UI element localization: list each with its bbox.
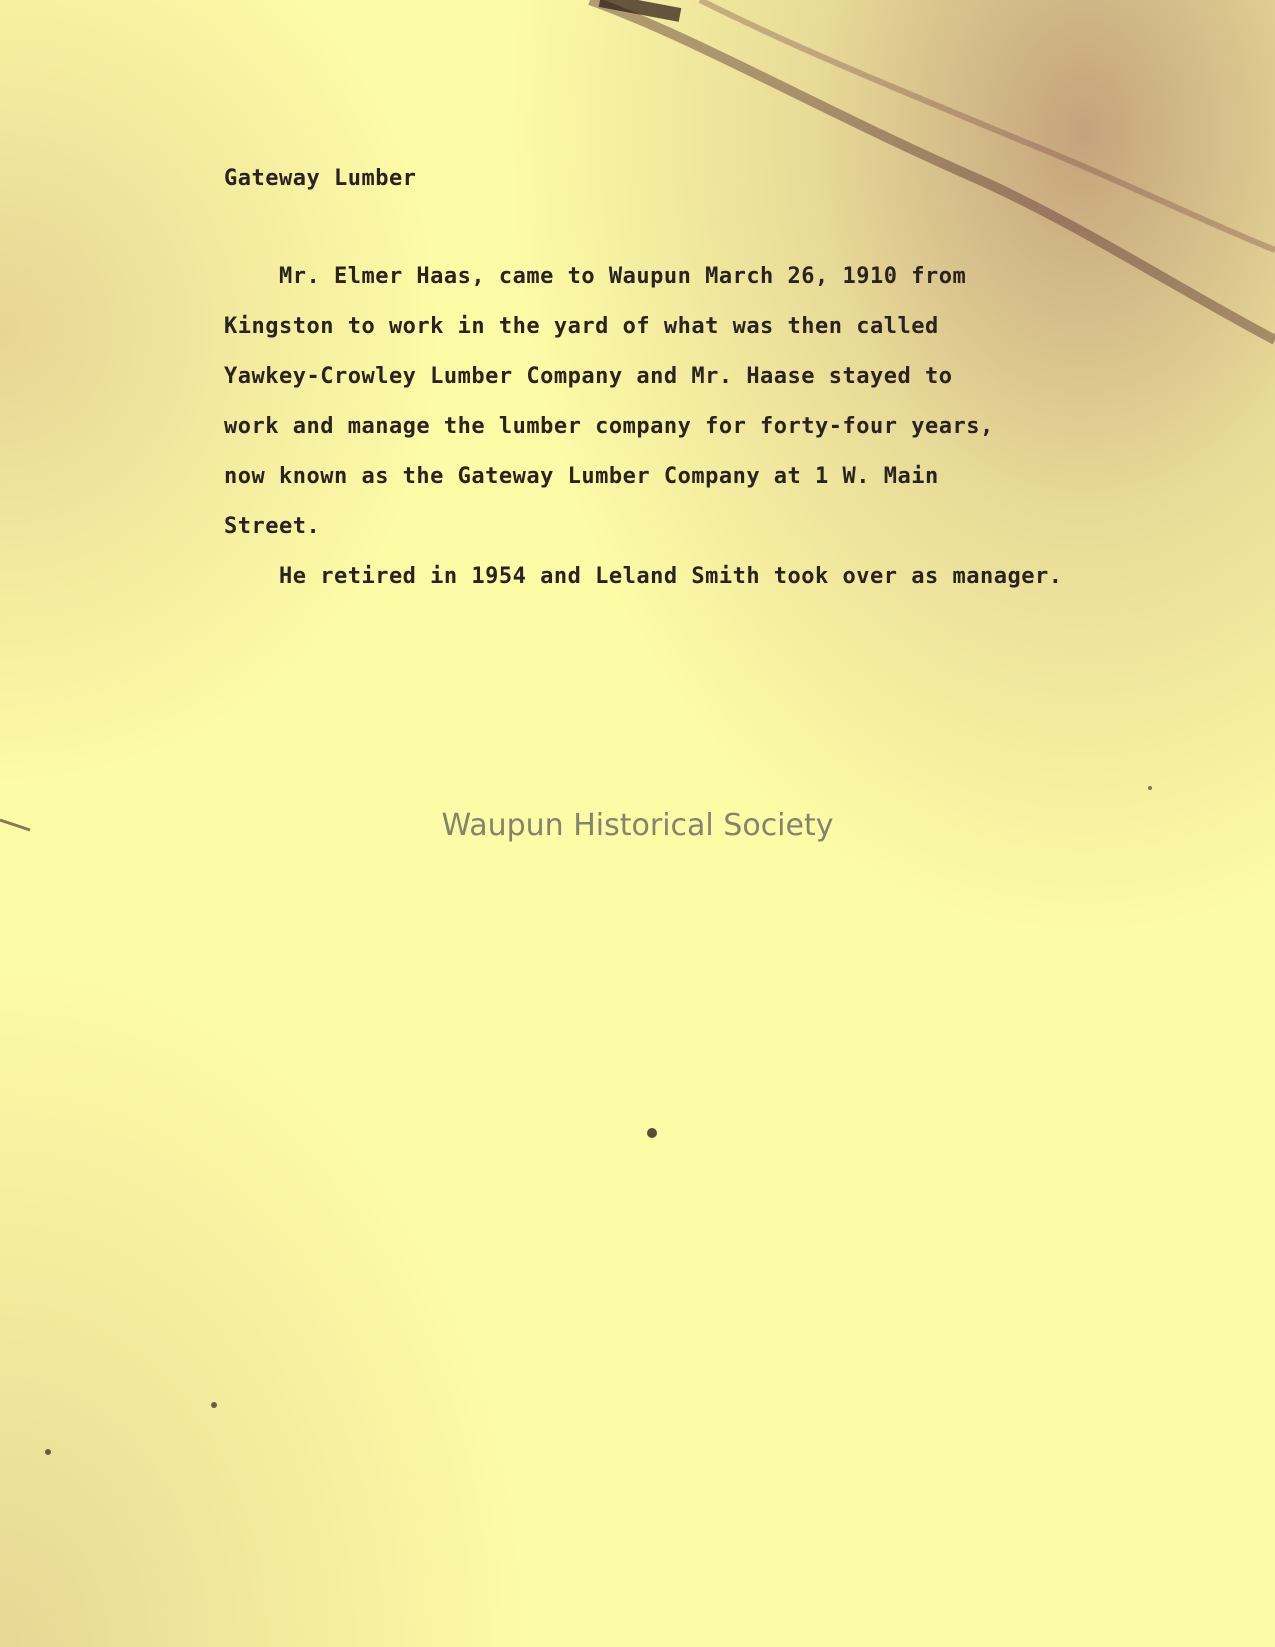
document-title: Gateway Lumber [224,166,417,191]
watermark: Waupun Historical Society [441,808,834,843]
body-line-4: work and manage the lumber company for forty-four years, [224,414,994,439]
body-line-6: Street. [224,514,321,539]
body-line-2: Kingston to work in the yard of what was then called [224,314,939,339]
body-line-3: Yawkey-Crowley Lumber Company and Mr. Haase stayed to [224,364,953,389]
body-line-7: He retired in 1954 and Leland Smith took over as manager. [224,564,1063,589]
body-line-5: now known as the Gateway Lumber Company at 1 W. Main [224,464,939,489]
body-line-1: Mr. Elmer Haas, came to Waupun March 26, 1910 from [224,264,967,289]
